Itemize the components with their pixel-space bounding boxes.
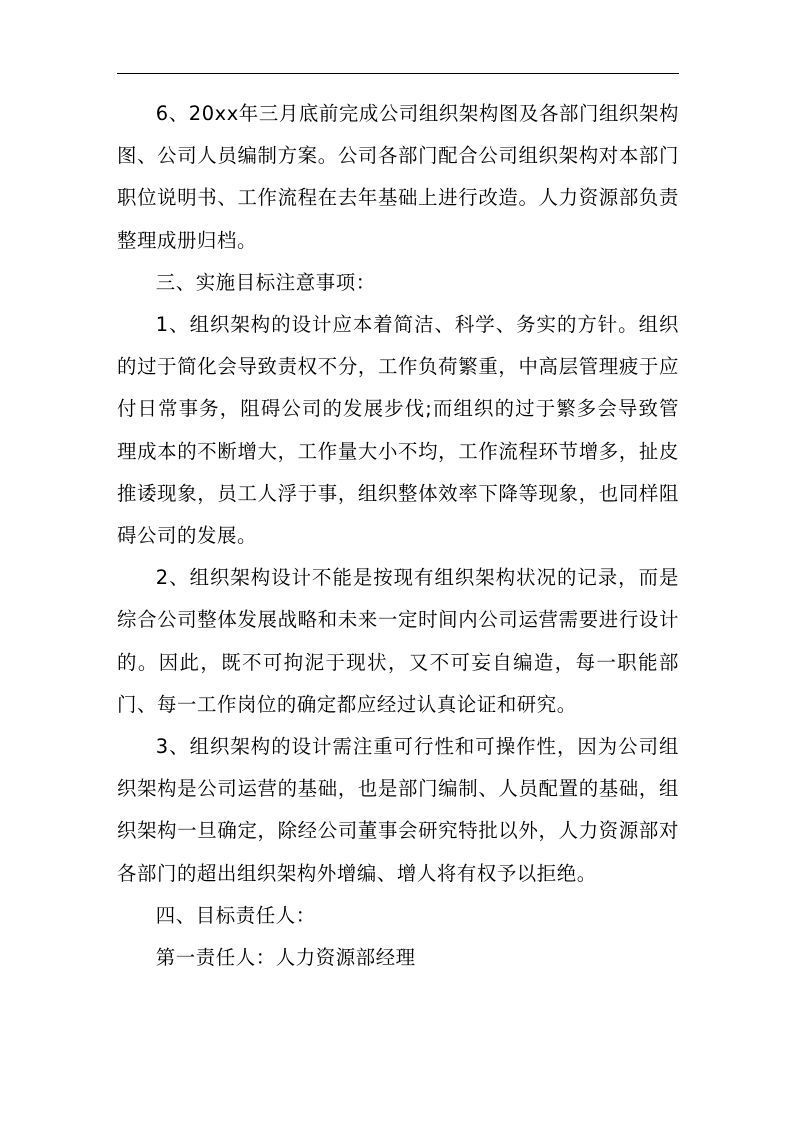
paragraph-note-3-feasibility: 3、组织架构的设计需注重可行性和可操作性，因为公司组织架构是公司运营的基础，也是部门编制、人员配置的基础，组织架构一旦确定，除经公司董事会研究特批以外，人力资源部对各部门的超出组织架构外增编、增人将有权予以拒绝。 [117, 735, 679, 885]
paragraph-first-responsible-person: 第一责任人：人力资源部经理 [155, 946, 416, 970]
section-heading-responsible-persons: 四、目标责任人： [155, 903, 316, 927]
paragraph-note-2-design-basis: 2、组织架构设计不能是按现有组织架构状况的记录，而是综合公司整体发展战略和未来一定时间内公司运营需要进行设计的。因此，既不可拘泥于现状，又不可妄自编造，每一职能部门、每一工作岗位的确定都应经过认真论证和研究。 [117, 566, 679, 716]
section-heading-implementation-notes: 三、实施目标注意事项： [155, 270, 376, 294]
paragraph-note-1-design-principles: 1、组织架构的设计应本着简洁、科学、务实的方针。组织的过于简化会导致责权不分，工作负荷繁重，中高层管理疲于应付日常事务，阻碍公司的发展步伐;而组织的过于繁多会导致管理成本的不断增大，工作量大小不均，工作流程环节增多，扯皮推诿现象，员工人浮于事，组织整体效率下降等现象，也同样阻碍公司的发展。 [117, 313, 679, 548]
paragraph-item-6-completion: 6、20xx年三月底前完成公司组织架构图及各部门组织架构图、公司人员编制方案。公司各部门配合公司组织架构对本部门职位说明书、工作流程在去年基础上进行改造。人力资源部负责整理成册归档。 [117, 102, 679, 252]
header-rule [117, 73, 679, 74]
document-body [117, 93, 679, 979]
